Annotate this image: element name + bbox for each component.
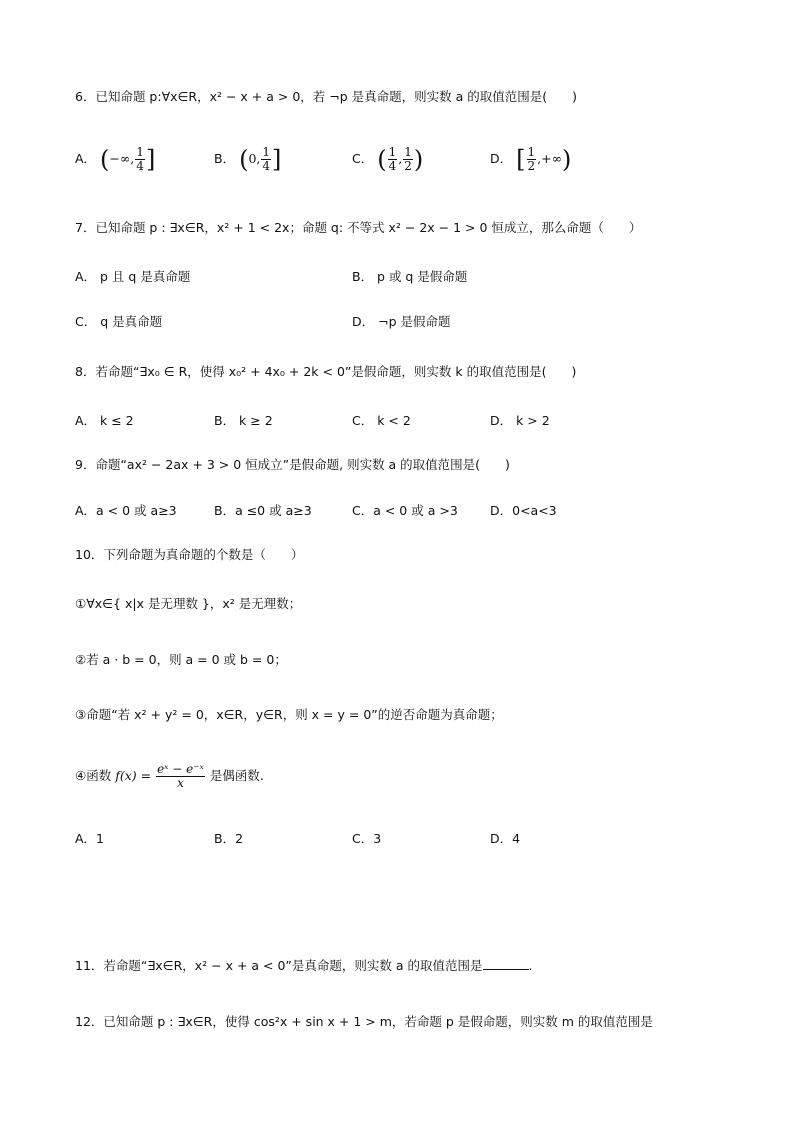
question-10-stem: 10．下列命题为真命题的个数是（ ） [75,547,304,562]
question-10-option-d: D．4 [490,831,521,846]
fraction-numerator: eˣ − e⁻ˣ [157,762,204,776]
question-10-option-a: A．1 [75,831,105,846]
question-8-option-a: A． k ≤ 2 [75,413,134,428]
question-10-statement-4 [75,763,264,790]
question-8-option-d: D． k > 2 [490,413,550,428]
question-11-end: . [528,958,533,973]
question-10-statement-3: ③命题“若 x² + y² = 0，x∈R，y∈R，则 x = y = 0”的逆否命题为真命题； [75,707,503,722]
question-9-option-c: C．a < 0 或 a >3 [352,503,458,518]
fraction-denominator: x [177,776,184,790]
option-label: C． [352,151,374,166]
question-10-option-c: C．3 [352,831,382,846]
question-10-statement-1: ①∀x∈{ x|x 是无理数 }，x² 是无理数； [75,596,302,611]
question-6-option-d: D． [ $\frac{1}{2}$ ,+∞) [490,145,572,174]
question-9-option-b: B．a ≤0 或 a≥3 [214,503,312,518]
option-label: A． [75,151,97,166]
question-11-stem: 11．若命题“∃x∈R，x² − x + a < 0”是真命题，则实数 a 的取值范围是 [75,958,483,973]
option-label: B． [214,151,236,166]
question-8-option-b: B． k ≥ 2 [214,413,273,428]
question-9-option-d: D．0<a<3 [490,503,557,518]
question-12-stem: 12．已知命题 p : ∃x∈R，使得 cos²x + sin x + 1 > m，若命题 p 是假命题，则实数 m 的取值范围是 [75,1014,653,1029]
question-7-stem: 7．已知命题 p : ∃x∈R，x² + 1 < 2x；命题 q: 不等式 x² − 2x − 1 > 0 恒成立，那么命题（ ） [75,220,642,235]
question-7-option-c: C． q 是真命题 [75,314,163,329]
question-9-stem: 9．命题“ax² − 2ax + 3 > 0 恒成立”是假命题, 则实数 a 的取值范围是( ) [75,457,510,472]
function-fraction [156,763,205,790]
question-8-option-c: C． k < 2 [352,413,411,428]
question-6-option-c: C． ( $\frac{1}{4}$ , $\frac{1}{2}$ ) [352,145,424,174]
question-7-option-a: A． p 且 q 是真命题 [75,269,191,284]
question-6-option-a: A． (−∞, $\frac{1}{4}$ ] [75,145,156,174]
question-7-option-d: D． ¬p 是假命题 [352,314,451,329]
question-9-option-a: A．a < 0 或 a≥3 [75,503,177,518]
question-8-stem: 8．若命题“∃x₀ ∈ R，使得 x₀² + 4x₀ + 2k < 0”是假命题，则实数 k 的取值范围是( ) [75,364,577,379]
question-6-option-b: B． (0, $\frac{1}{4}$ ] [214,145,282,174]
answer-blank[interactable] [483,957,529,970]
question-7-option-b: B． p 或 q 是假命题 [352,269,468,284]
option-label: D． [490,151,513,166]
question-11 [75,957,734,975]
function-name: f(x) = [115,768,152,783]
question-10-option-b: B．2 [214,831,244,846]
option-math-a-head: −∞, [109,151,135,166]
question-10-statement-2: ②若 a · b = 0，则 a = 0 或 b = 0； [75,652,287,667]
question-6-stem: 6．已知命题 p:∀x∈R，x² − x + a > 0，若 ¬p 是真命题，则实数 a 的取值范围是( ) [75,89,577,104]
statement-4-suffix: 是偶函数. [209,768,264,783]
statement-4-prefix: ④函数 [75,768,112,783]
